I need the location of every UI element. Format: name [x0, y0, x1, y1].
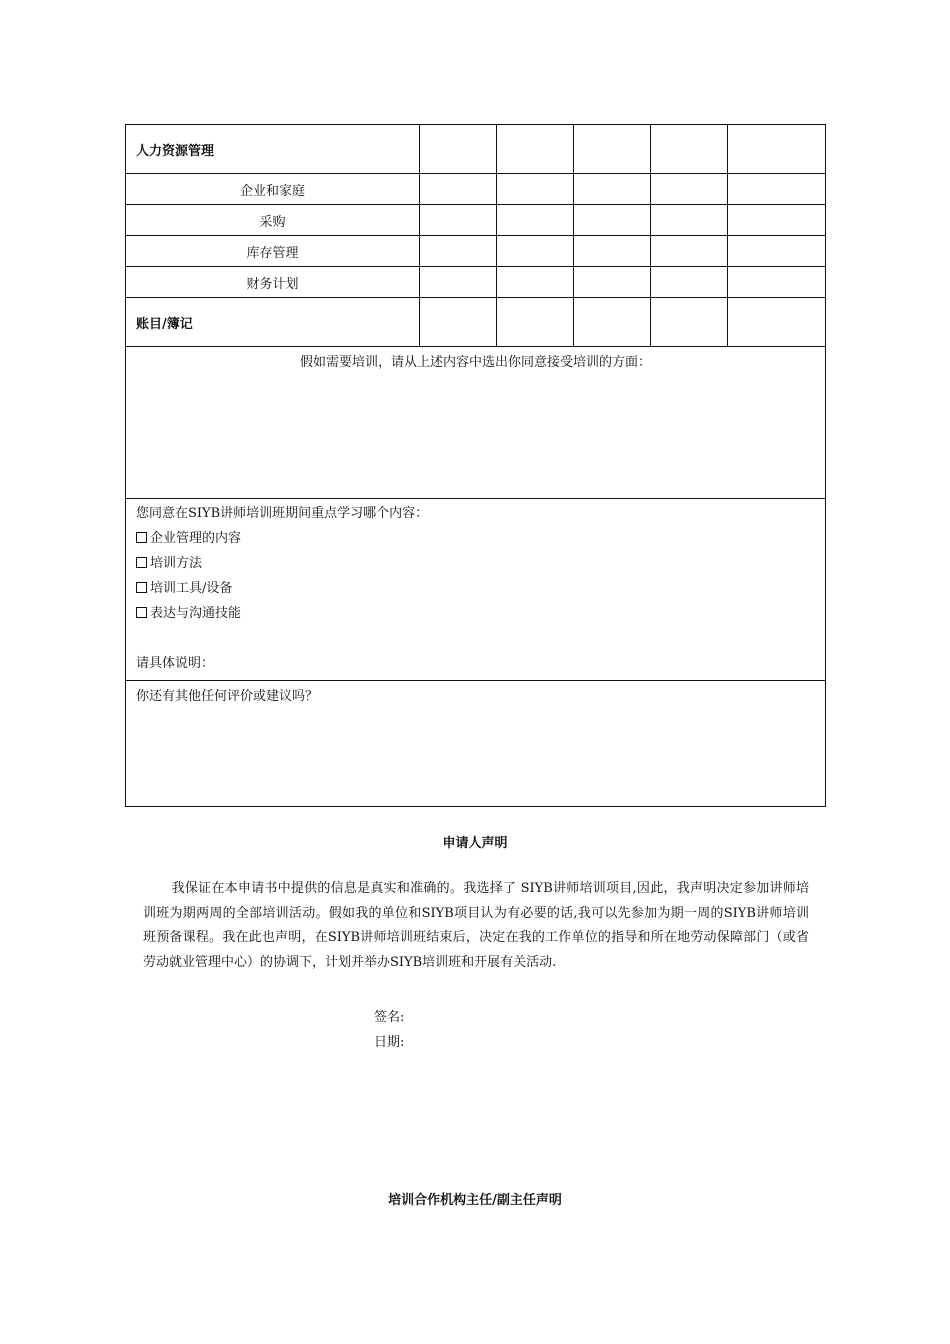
blank-line: [136, 626, 815, 651]
focus-option-training-tools[interactable]: 培训工具/设备: [136, 576, 815, 601]
rating-cell[interactable]: [728, 125, 826, 174]
table-row: [126, 347, 826, 499]
rating-cell[interactable]: [574, 174, 651, 205]
rating-cell[interactable]: [574, 298, 651, 347]
focus-option-training-methods[interactable]: 培训方法: [136, 551, 815, 576]
table-row: [126, 125, 826, 174]
rating-cell[interactable]: [651, 236, 728, 267]
rating-cell[interactable]: [728, 174, 826, 205]
rating-cell[interactable]: [420, 174, 497, 205]
rating-cell[interactable]: [728, 236, 826, 267]
table-row: [126, 499, 826, 681]
comments-field[interactable]: [126, 681, 826, 807]
table-row: [126, 205, 826, 236]
rating-cell[interactable]: [651, 267, 728, 298]
partner-declaration-title: 培训合作机构主任/副主任声明: [388, 1193, 562, 1208]
rating-cell[interactable]: [497, 174, 574, 205]
rating-cell[interactable]: [497, 267, 574, 298]
rating-cell[interactable]: [420, 236, 497, 267]
training-selection-field[interactable]: [126, 347, 826, 499]
table-row: [126, 681, 826, 807]
table-row: [126, 267, 826, 298]
comments-prompt: 你还有其他任何评价或建议吗？: [136, 689, 319, 704]
rating-cell[interactable]: [420, 125, 497, 174]
explain-label: 请具体说明：: [136, 656, 215, 671]
focus-option-business-management[interactable]: 企业管理的内容: [136, 526, 815, 551]
rating-cell[interactable]: [574, 236, 651, 267]
row-label-financial-planning: 财务计划: [126, 267, 420, 298]
training-selection-prompt: 假如需要培训，请从上述内容中选出你同意接受培训的方面：: [299, 355, 651, 370]
rating-cell[interactable]: [574, 205, 651, 236]
rating-cell[interactable]: [574, 267, 651, 298]
row-label-business-and-family: 企业和家庭: [126, 174, 420, 205]
rating-cell[interactable]: [420, 267, 497, 298]
signature-label: 签名:: [374, 1010, 405, 1025]
date-label: 日期:: [374, 1035, 405, 1050]
table-row: [126, 174, 826, 205]
rating-cell[interactable]: [497, 236, 574, 267]
rating-cell[interactable]: [497, 205, 574, 236]
focus-question-label: 您同意在SIYB讲师培训班期间重点学习哪个内容：: [136, 506, 429, 521]
row-label-purchasing: 采购: [126, 205, 420, 236]
checkbox[interactable]: [136, 607, 147, 618]
rating-cell[interactable]: [497, 298, 574, 347]
rating-cell[interactable]: [420, 205, 497, 236]
rating-cell[interactable]: [651, 298, 728, 347]
rating-cell[interactable]: [728, 267, 826, 298]
rating-cell[interactable]: [728, 298, 826, 347]
focus-question-field: [126, 499, 826, 681]
table-row: [126, 236, 826, 267]
training-form-table: [125, 124, 826, 807]
rating-cell[interactable]: [651, 205, 728, 236]
checkbox[interactable]: [136, 582, 147, 593]
rating-cell[interactable]: [574, 125, 651, 174]
rating-cell[interactable]: [497, 125, 574, 174]
checkbox[interactable]: [136, 532, 147, 543]
focus-option-communication-skills[interactable]: 表达与沟通技能: [136, 601, 815, 626]
row-label-inventory-management: 库存管理: [126, 236, 420, 267]
checkbox[interactable]: [136, 557, 147, 568]
rating-cell[interactable]: [651, 174, 728, 205]
row-label-hr-management: 人力资源管理: [126, 125, 420, 174]
rating-cell[interactable]: [420, 298, 497, 347]
table-row: [126, 298, 826, 347]
rating-cell[interactable]: [728, 205, 826, 236]
rating-cell[interactable]: [651, 125, 728, 174]
applicant-declaration-title: 申请人声明: [442, 836, 508, 851]
row-label-bookkeeping: 账目/簿记: [126, 298, 420, 347]
applicant-declaration-body: 我保证在本申请书中提供的信息是真实和准确的。我选择了 SIYB讲师培训项目,因此，我声明决定参加讲师培训班为期两周的全部培训活动。假如我的单位和SIYB项目认为有必要的话,我可以先参加为期一周的SIYB讲师培训班预备课程。我在此也声明，在SIYB讲师培训班结束后，决定在我的工作单位的指导和所在地劳动保障部门（或省劳动就业管理中心）的协调下，计划并举办SIYB培训班和开展有关活动.: [143, 881, 809, 970]
